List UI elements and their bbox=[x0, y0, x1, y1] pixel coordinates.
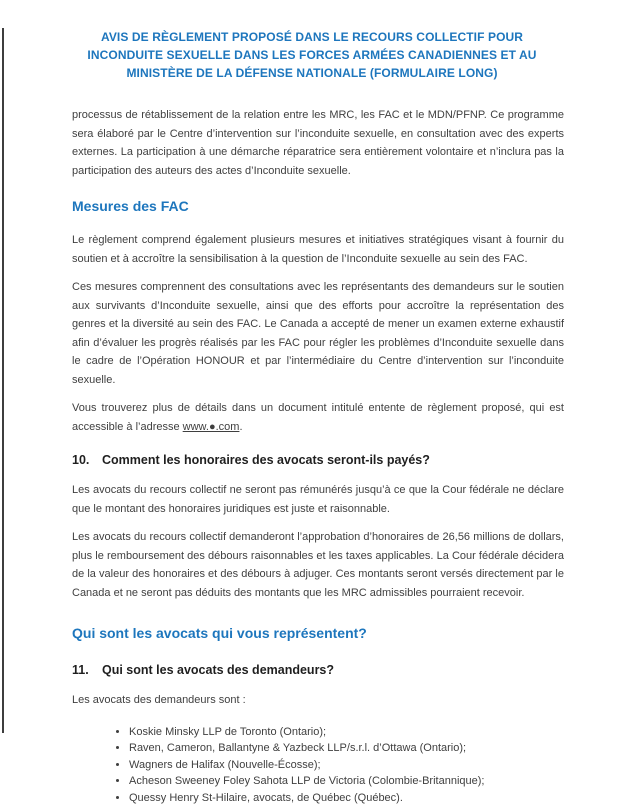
question-10-number: 10. bbox=[72, 452, 102, 469]
mesures-paragraph-2: Ces mesures comprennent des consultations avec les représentants des demandeurs sur le soutien aux survivants d’Inconduite sexuelle, ainsi que des efforts pour accroître la représentation des genres et la diversité au sein des FAC. Le Canada a accepté de mener un examen externe exhaustif afin d’évaluer les progrès réalisés par les FAC pour régler les problèmes d’Inconduite sexuelle dans le cadre de l’Opération HONOUR et par l’intermédiaire du Centre d’intervention sur l’inconduite sexuelle. bbox=[72, 278, 564, 389]
intro-paragraph: processus de rétablissement de la relation entre les MRC, les FAC et le MDN/PFNP. Ce programme sera élaboré par le Centre d’intervention sur l’inconduite sexuelle, en consultation avec des experts externes. La participation à une démarche réparatrice sera entièrement volontaire et n’inclura pas la participation des auteurs des actes d’Inconduite sexuelle. bbox=[72, 106, 564, 180]
document-title: AVIS DE RÈGLEMENT PROPOSÉ DANS LE RECOURS COLLECTIF POUR INCONDUITE SEXUELLE DANS LES FORCES ARMÉES CANADIENNES ET AU MINISTÈRE DE LA DÉFENSE NATIONALE (FORMULAIRE LONG) bbox=[70, 28, 554, 82]
lawyer-list-item: • Koskie Minsky LLP de Toronto (Ontario); bbox=[129, 724, 564, 741]
section-heading-representation: Qui sont les avocats qui vous représentent? bbox=[72, 624, 564, 642]
settlement-agreement-link[interactable]: www.●.com bbox=[183, 421, 240, 433]
lawyer-list-item: • Wagners de Halifax (Nouvelle-Écosse); bbox=[129, 757, 564, 774]
lawyer-list-item: • Raven, Cameron, Ballantyne & Yazbeck LLP/s.r.l. d’Ottawa (Ontario); bbox=[129, 740, 564, 757]
mesures-paragraph-3 bbox=[72, 399, 564, 436]
lawyers-list bbox=[72, 724, 564, 806]
question-10-heading bbox=[72, 452, 564, 469]
document-body bbox=[0, 106, 624, 806]
lawyers-list-intro: Les avocats des demandeurs sont : bbox=[72, 691, 564, 710]
mesures-paragraph-1: Le règlement comprend également plusieurs mesures et initiatives stratégiques visant à fournir du soutien et à accroître la sensibilisation à la question de l’Inconduite sexuelle au sein des FAC. bbox=[72, 231, 564, 268]
paragraph-text-after-link: . bbox=[239, 421, 242, 433]
lawyer-list-item: • Quessy Henry St-Hilaire, avocats, de Québec (Québec). bbox=[129, 790, 564, 806]
question-11-heading bbox=[72, 662, 564, 679]
question-11-label: Qui sont les avocats des demandeurs? bbox=[102, 662, 334, 679]
q10-paragraph-1: Les avocats du recours collectif ne seront pas rémunérés jusqu’à ce que la Cour fédérale ne déclare que le montant des honoraires juridiques est juste et raisonnable. bbox=[72, 481, 564, 518]
question-11-number: 11. bbox=[72, 662, 102, 679]
q10-paragraph-2: Les avocats du recours collectif demanderont l’approbation d’honoraires de 26,56 millions de dollars, plus le remboursement des débours raisonnables et les taxes applicables. La Cour fédérale décidera de la valeur des honoraires et des débours à adjuger. Ces montants seront versés directement par le Canada et ne seront pas déduits des montants que les MRC admissibles pourraient recevoir. bbox=[72, 528, 564, 602]
lawyer-list-item: • Acheson Sweeney Foley Sahota LLP de Victoria (Colombie-Britannique); bbox=[129, 773, 564, 790]
page-edge-line bbox=[2, 28, 4, 733]
question-10-label: Comment les honoraires des avocats seront-ils payés? bbox=[102, 452, 430, 469]
section-heading-mesures-fac: Mesures des FAC bbox=[72, 197, 564, 215]
paragraph-text-before-link: Vous trouverez plus de détails dans un document intitulé entente de règlement proposé, qui est accessible à l’adresse bbox=[72, 402, 564, 433]
